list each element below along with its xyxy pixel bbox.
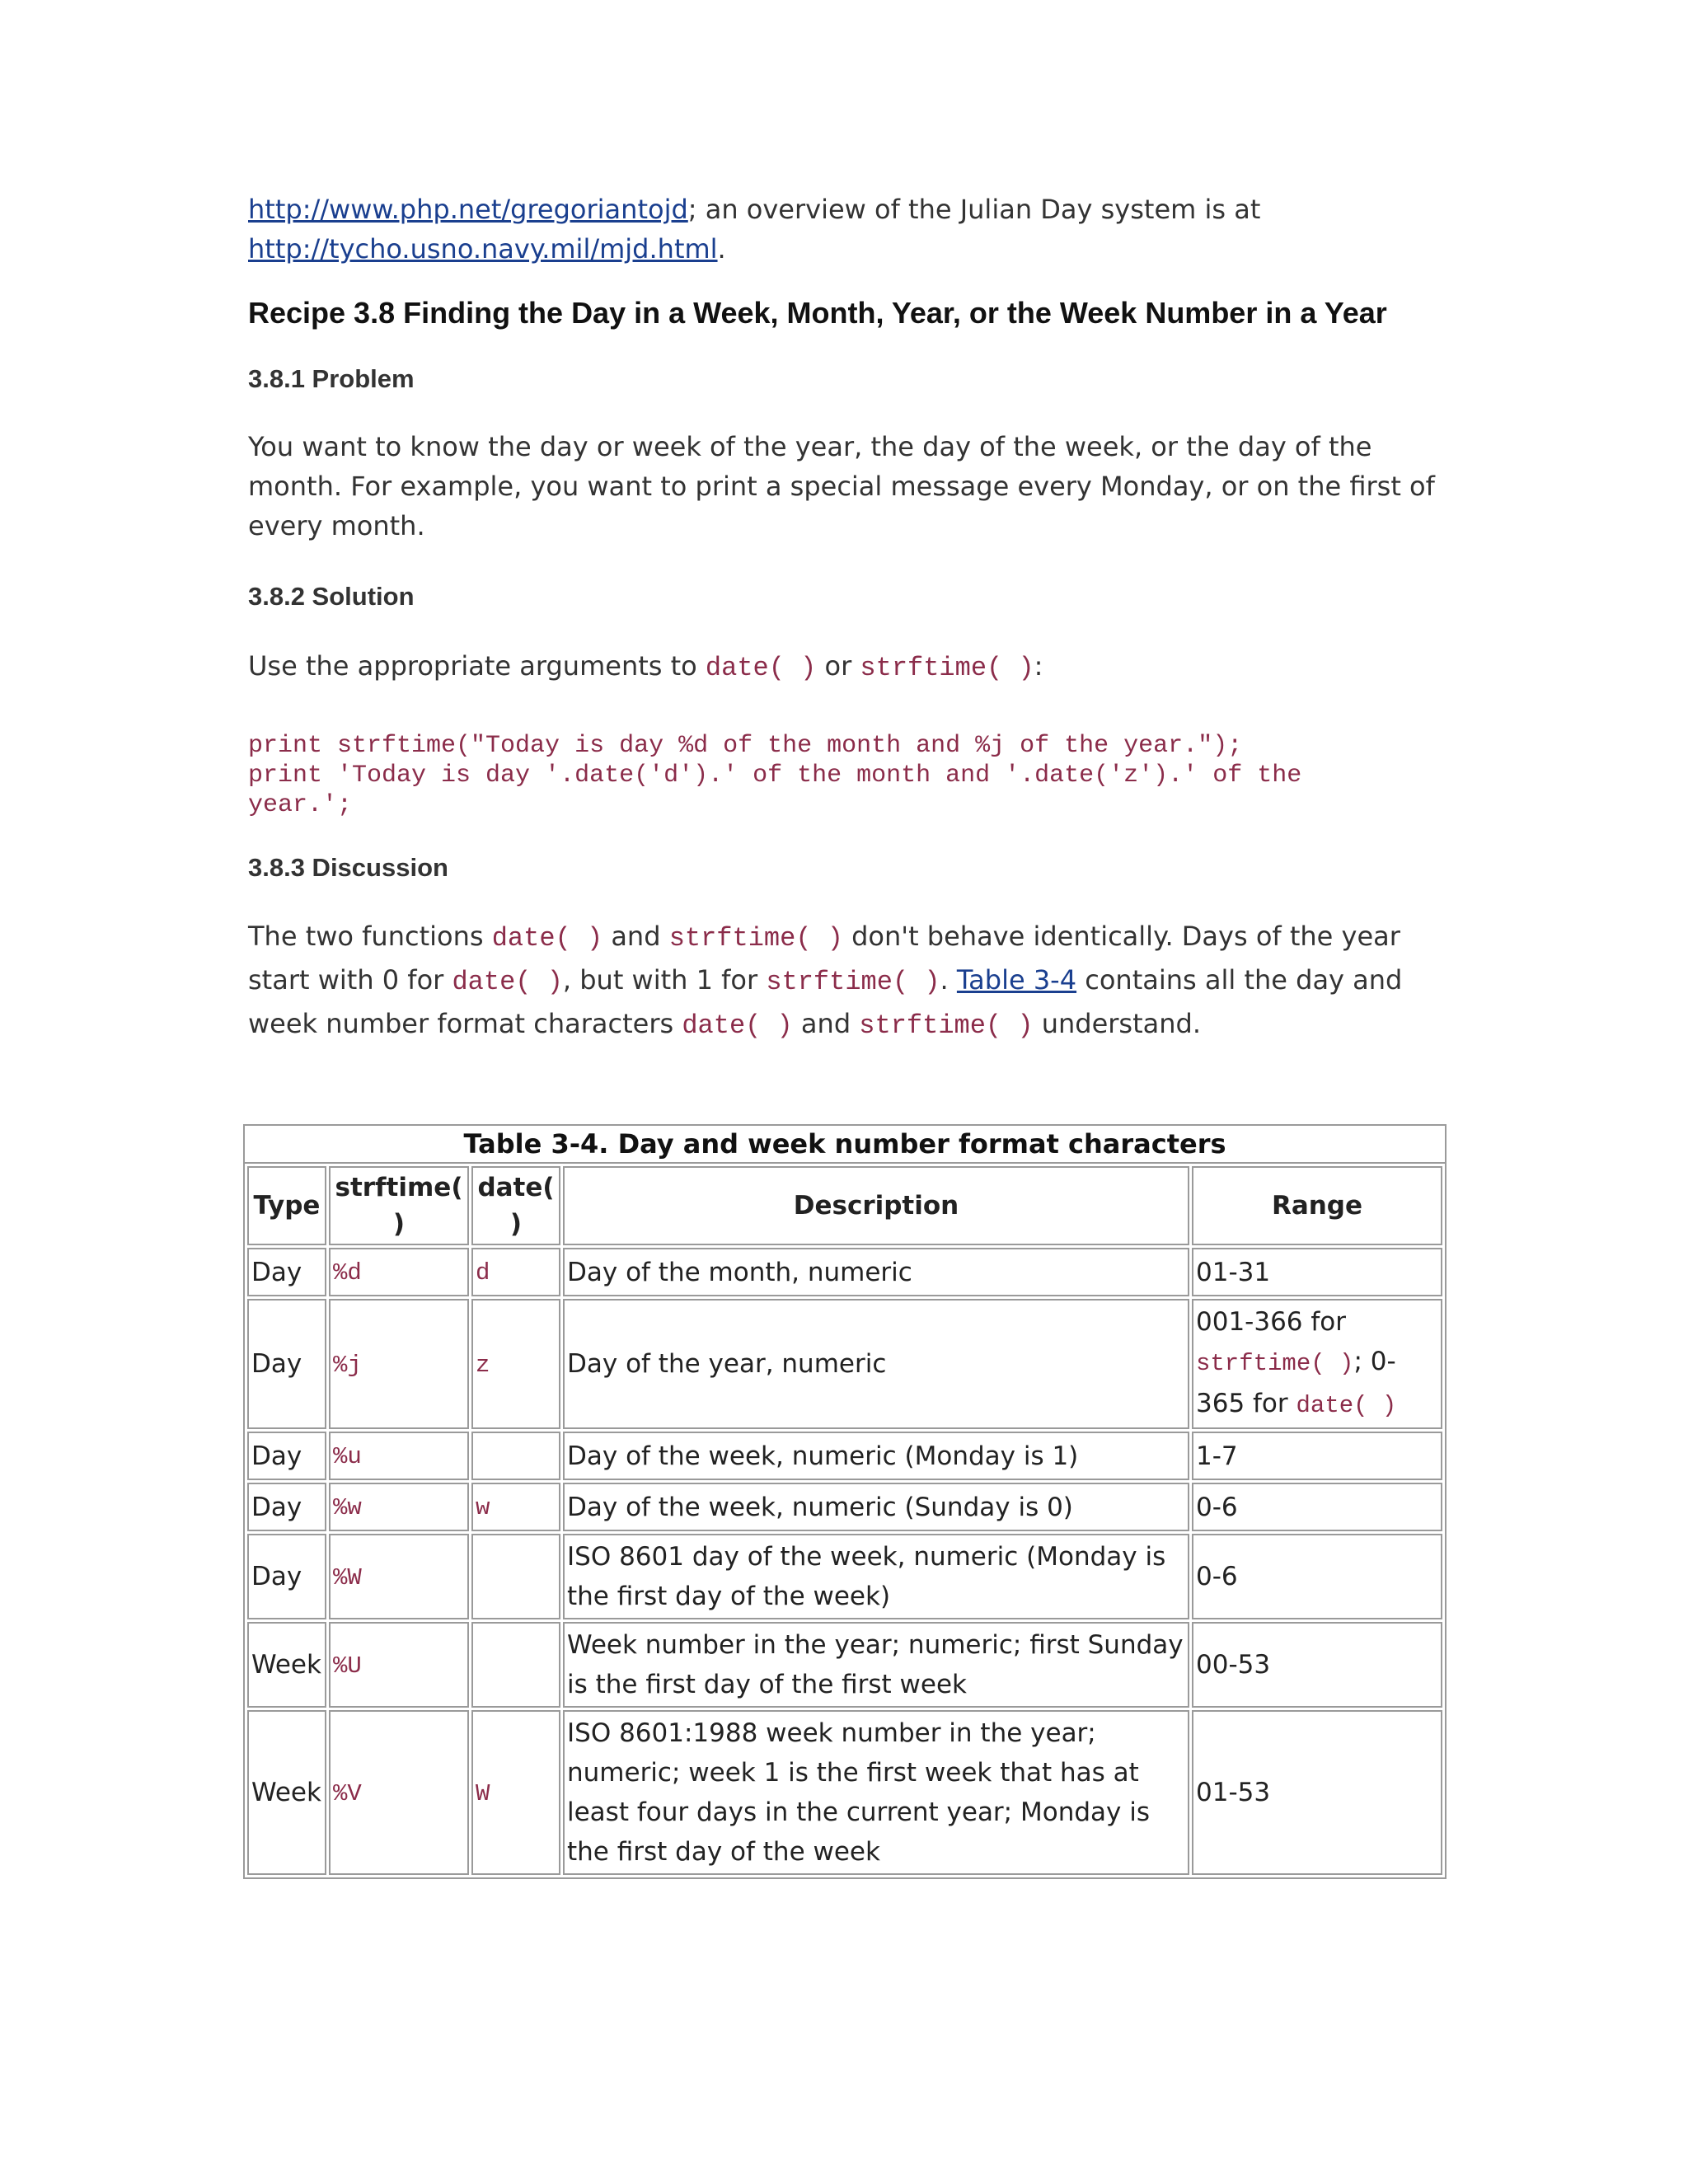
table-header-row	[247, 1166, 1442, 1245]
cell-range: 01-53	[1192, 1710, 1442, 1875]
code-block: print strftime("Today is day %d of the month and %j of the year."); print 'Today is day '.date('d').' of the month and '.date('z').' of the year.';	[248, 732, 1302, 819]
cell-strftime	[329, 1622, 469, 1708]
cell-description: Week number in the year; numeric; first Sunday is the first day of the first week	[563, 1622, 1189, 1708]
cell-description: Day of the week, numeric (Sunday is 0)	[563, 1483, 1189, 1531]
range-text-b: ; 0-365 for	[1196, 1347, 1396, 1418]
header-type: Type	[247, 1166, 326, 1245]
cell-strftime-code: %U	[333, 1652, 362, 1680]
table-row	[247, 1299, 1442, 1429]
discussion-t2: and	[611, 921, 661, 952]
solution-lead	[248, 646, 1447, 688]
solution-colon: :	[1034, 650, 1043, 682]
cell-date-code: d	[476, 1259, 490, 1286]
cell-range	[1192, 1299, 1442, 1429]
table-3-4-link[interactable]: Table 3-4	[956, 964, 1077, 996]
cell-date	[471, 1534, 560, 1619]
table-caption: Table 3-4. Day and week number format characters	[243, 1124, 1447, 1162]
cell-date	[471, 1483, 560, 1531]
cell-strftime-code: %w	[333, 1494, 362, 1521]
cell-date-code: z	[476, 1351, 490, 1379]
solution-or: or	[824, 650, 852, 682]
range-code-strftime: strftime( )	[1196, 1350, 1354, 1377]
inline-code-strftime: strftime( )	[860, 653, 1034, 683]
discussion-t1: The two functions	[248, 921, 484, 952]
cell-date	[471, 1710, 560, 1875]
cell-type: Day	[247, 1248, 326, 1296]
table-row	[247, 1710, 1442, 1875]
cell-strftime-code: %u	[333, 1443, 362, 1470]
inline-code-strftime: strftime( )	[859, 1010, 1034, 1041]
cell-date	[471, 1299, 560, 1429]
discussion-t4: , but with 1 for	[562, 964, 758, 996]
cell-type: Week	[247, 1622, 326, 1708]
discussion-t3: don't behave identically. Days of the year start with 0 for	[248, 921, 1400, 996]
gregoriantojd-link[interactable]: http://www.php.net/gregoriantojd	[248, 194, 688, 225]
cell-date-code: w	[476, 1494, 490, 1521]
cell-strftime-code: %W	[333, 1563, 362, 1591]
discussion-heading: 3.8.3 Discussion	[248, 853, 448, 882]
cell-strftime	[329, 1299, 469, 1429]
solution-lead-text: Use the appropriate arguments to	[248, 650, 697, 682]
cell-range: 0-6	[1192, 1534, 1442, 1619]
cell-date	[471, 1248, 560, 1296]
inline-code-strftime: strftime( )	[766, 967, 940, 997]
cell-type: Day	[247, 1483, 326, 1531]
cell-date-code: W	[476, 1779, 490, 1807]
table-row	[247, 1432, 1442, 1480]
cell-range: 0-6	[1192, 1483, 1442, 1531]
problem-heading: 3.8.1 Problem	[248, 364, 415, 393]
cell-strftime	[329, 1710, 469, 1875]
cell-strftime	[329, 1534, 469, 1619]
inline-code-strftime: strftime( )	[668, 923, 843, 954]
discussion-text	[248, 916, 1447, 1047]
cell-description: ISO 8601 day of the week, numeric (Monday is the first day of the week)	[563, 1534, 1189, 1619]
cell-date	[471, 1432, 560, 1480]
cell-type: Week	[247, 1710, 326, 1875]
cell-range: 01-31	[1192, 1248, 1442, 1296]
format-characters-table	[243, 1124, 1447, 1879]
cell-strftime-code: %j	[333, 1351, 362, 1379]
table-row	[247, 1534, 1442, 1619]
cell-description: Day of the week, numeric (Monday is 1)	[563, 1432, 1189, 1480]
inline-code-date: date( )	[682, 1010, 793, 1041]
discussion-t8: understand.	[1041, 1008, 1202, 1039]
table-row	[247, 1622, 1442, 1708]
inline-code-date: date( )	[452, 967, 563, 997]
cell-range: 00-53	[1192, 1622, 1442, 1708]
cell-description: Day of the year, numeric	[563, 1299, 1189, 1429]
recipe-title: Recipe 3.8 Finding the Day in a Week, Month, Year, or the Week Number in a Year	[248, 296, 1387, 330]
cell-type: Day	[247, 1534, 326, 1619]
cell-type: Day	[247, 1299, 326, 1429]
table-row	[247, 1248, 1442, 1296]
inline-code-date: date( )	[705, 653, 817, 683]
cell-description: ISO 8601:1988 week number in the year; numeric; week 1 is the first week that has at least four days in the current year; Monday is the first day of the week	[563, 1710, 1189, 1875]
cell-strftime	[329, 1432, 469, 1480]
cell-strftime	[329, 1483, 469, 1531]
inline-code-date: date( )	[491, 923, 603, 954]
cell-type: Day	[247, 1432, 326, 1480]
intro-text: ; an overview of the Julian Day system is at	[687, 194, 1261, 225]
header-strftime: strftime( )	[329, 1166, 469, 1245]
discussion-t6: contains all the day and week number format characters	[248, 964, 1403, 1039]
cell-description: Day of the month, numeric	[563, 1248, 1189, 1296]
discussion-t7: and	[800, 1008, 851, 1039]
solution-heading: 3.8.2 Solution	[248, 582, 415, 611]
document-page	[248, 190, 1447, 1047]
intro-period: .	[717, 233, 726, 265]
discussion-t5: .	[940, 964, 949, 996]
cell-strftime	[329, 1248, 469, 1296]
cell-strftime-code: %d	[333, 1259, 362, 1286]
intro-paragraph	[248, 190, 1447, 269]
table-row	[247, 1483, 1442, 1531]
cell-range: 1-7	[1192, 1432, 1442, 1480]
header-date: date( )	[471, 1166, 560, 1245]
mjd-link[interactable]: http://tycho.usno.navy.mil/mjd.html	[248, 233, 718, 265]
cell-strftime-code: %V	[333, 1779, 362, 1807]
cell-date	[471, 1622, 560, 1708]
problem-text: You want to know the day or week of the year, the day of the week, or the day of the month. For example, you want to print a special message every Monday, or on the first of every month.	[248, 431, 1435, 541]
range-text-a: 001-366 for	[1196, 1307, 1347, 1337]
header-range: Range	[1192, 1166, 1442, 1245]
header-description: Description	[563, 1166, 1189, 1245]
range-code-date: date( )	[1296, 1392, 1397, 1419]
